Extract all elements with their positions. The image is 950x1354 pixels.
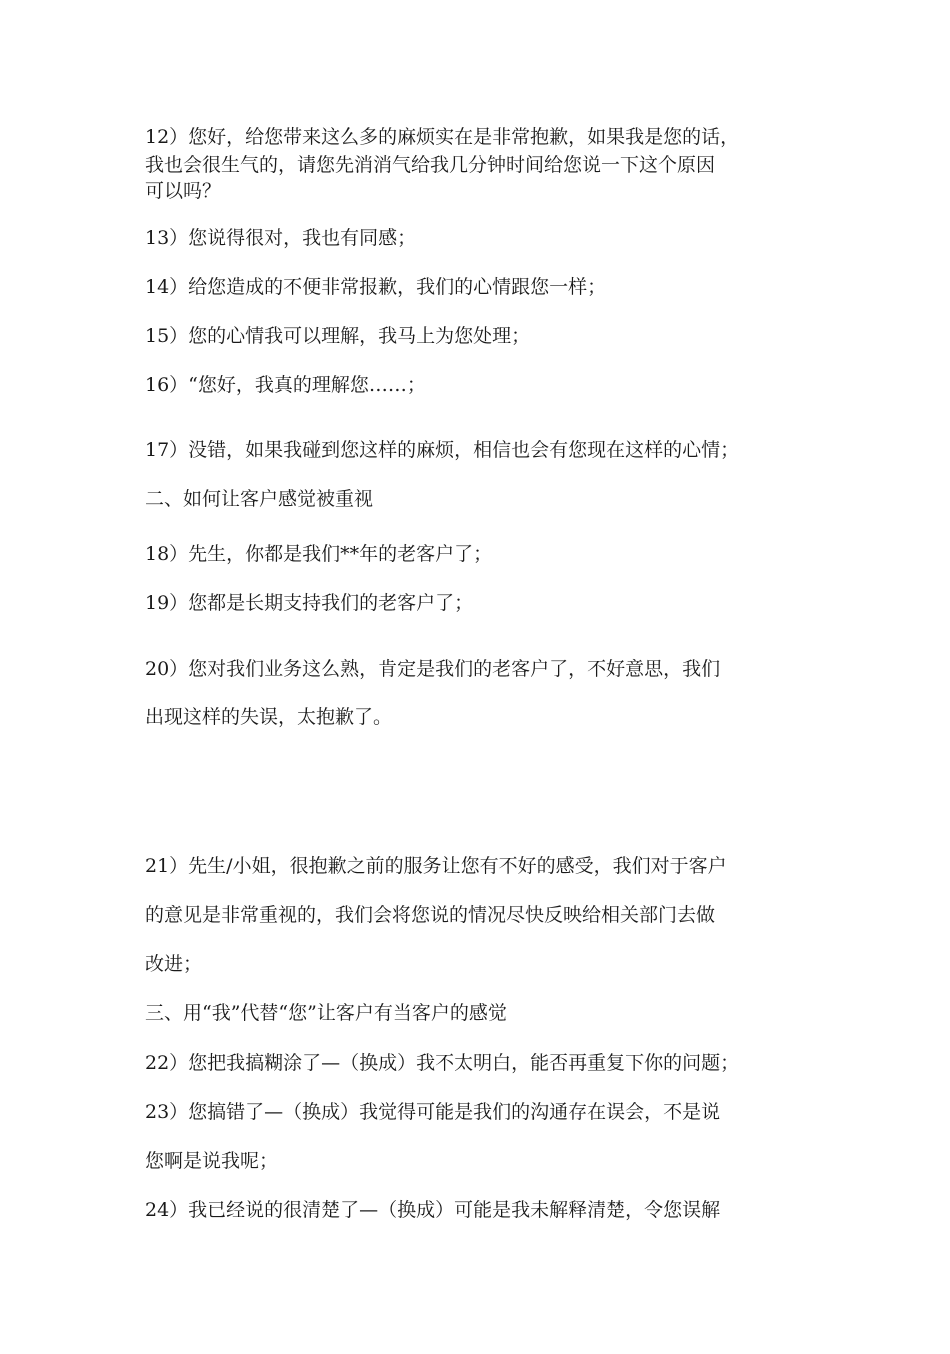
text-line: 16）“您好，我真的理解您……； — [145, 374, 426, 396]
text-line: 出现这样的失误，太抱歉了。 — [145, 706, 393, 728]
text-line: 20）您对我们业务这么熟，肯定是我们的老客户了，不好意思，我们 — [145, 658, 721, 680]
text-line: 15）您的心情我可以理解，我马上为您处理； — [145, 325, 531, 347]
text-line: 18）先生，你都是我们**年的老客户了； — [145, 543, 493, 565]
text-line: 改进； — [145, 953, 203, 975]
text-line: 可以吗？ — [145, 180, 222, 202]
text-line: 24）我已经说的很清楚了—（换成）可能是我未解释清楚，令您误解 — [145, 1199, 721, 1221]
text-line: 14）给您造成的不便非常报歉，我们的心情跟您一样； — [145, 276, 607, 298]
section-heading: 二、如何让客户感觉被重视 — [145, 488, 374, 510]
text-line: 22）您把我搞糊涂了—（换成）我不太明白，能否再重复下你的问题； — [145, 1052, 740, 1074]
text-line: 您啊是说我呢； — [145, 1150, 279, 1172]
text-line: 21）先生/小姐，很抱歉之前的服务让您有不好的感受，我们对于客户 — [145, 855, 727, 877]
text-line: 19）您都是长期支持我们的老客户了； — [145, 592, 474, 614]
text-line: 的意见是非常重视的，我们会将您说的情况尽快反映给相关部门去做 — [145, 904, 716, 926]
text-line: 17）没错，如果我碰到您这样的麻烦，相信也会有您现在这样的心情； — [145, 439, 740, 461]
text-line: 13）您说得很对，我也有同感； — [145, 227, 417, 249]
text-line: 12）您好，给您带来这么多的麻烦实在是非常抱歉，如果我是您的话， — [145, 126, 740, 148]
section-heading: 三、用“我”代替“您”让客户有当客户的感觉 — [145, 1002, 507, 1024]
text-line: 我也会很生气的，请您先消消气给我几分钟时间给您说一下这个原因 — [145, 154, 716, 176]
text-line: 23）您搞错了—（换成）我觉得可能是我们的沟通存在误会，不是说 — [145, 1101, 721, 1123]
